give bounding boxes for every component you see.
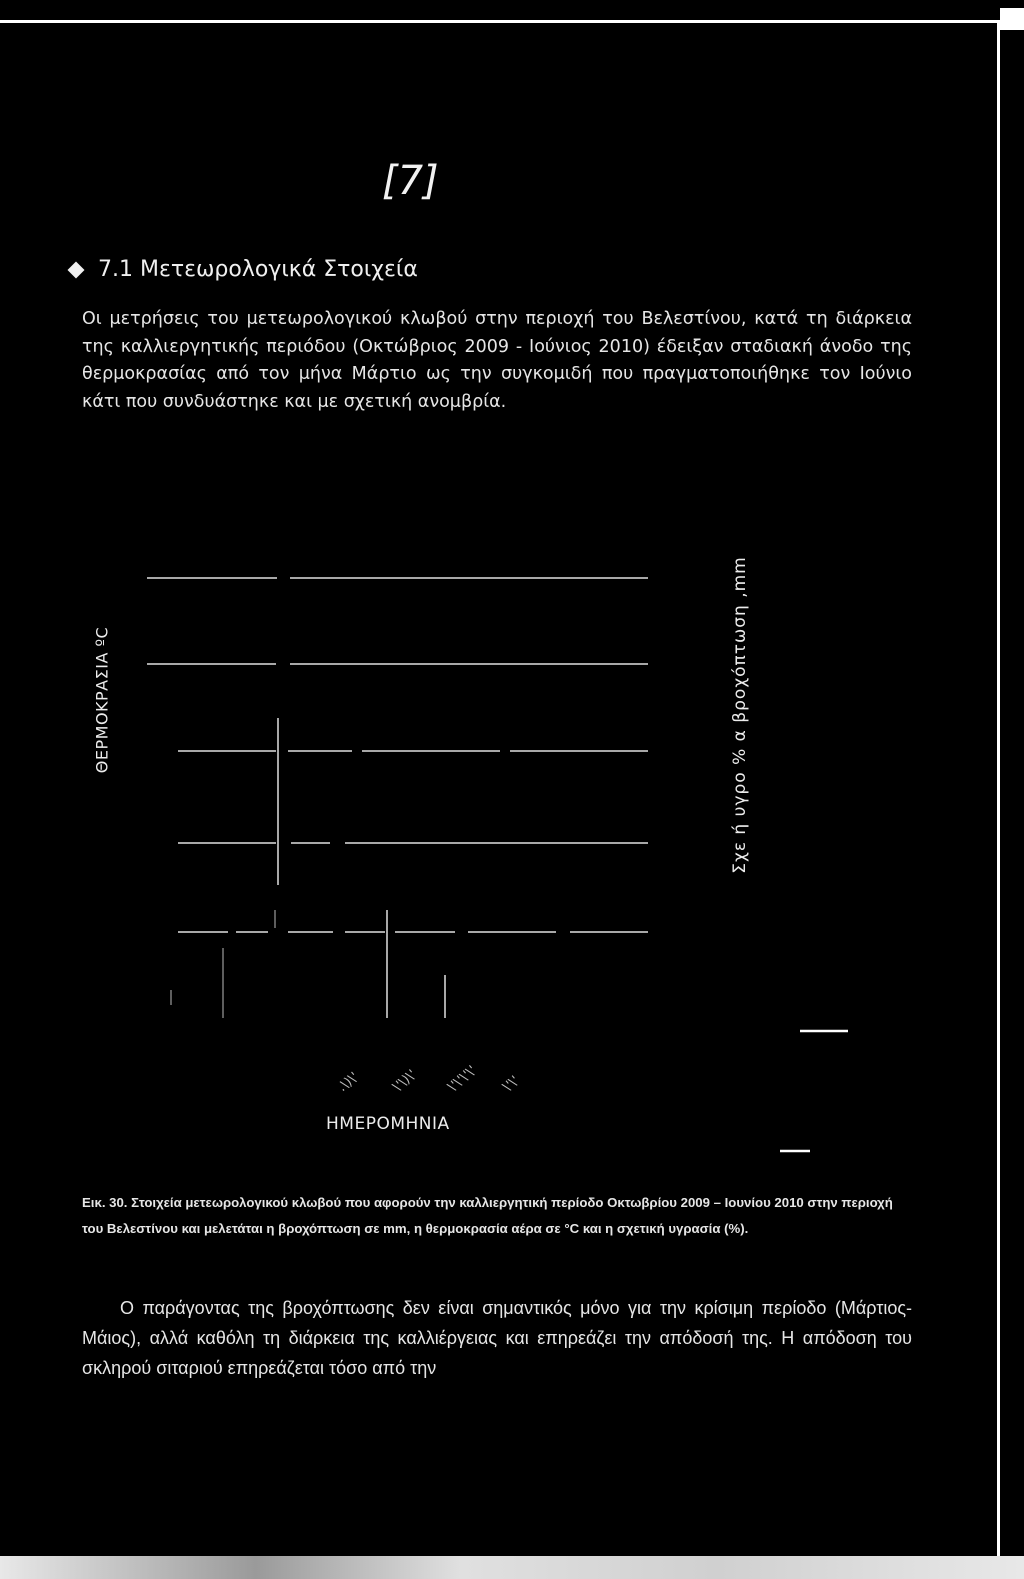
body-paragraph-text: Ο παράγοντας της βροχόπτωσης δεν είναι σημαντικός μόνο για την κρίσιμη περίοδο (Μάρτιος-Μάιος), αλλά καθόλη τη διάρκεια της καλλιέργειας και επηρεάζει την απόδοσή της. Η απόδοση του σκληρού σιταριού επηρεάζεται τόσο από την — [82, 1298, 912, 1378]
x-tick-label: .\)\' — [335, 1069, 362, 1095]
figure-caption — [82, 1190, 912, 1242]
bottom-scan-strip — [0, 1556, 1024, 1579]
y-left-axis-label: ΘΕΡΜΟΚΡΑΣΙΑ ºC — [92, 626, 112, 774]
y-right-axis-label: Σχε ή υγρο % α βροχόπτωση ,mm — [730, 556, 750, 874]
x-tick-label: \'\' — [500, 1073, 523, 1095]
body-paragraph — [82, 1293, 912, 1383]
x-tick-label: \'\'\'\' — [445, 1063, 480, 1095]
x-tick-label: \'\)\' — [390, 1067, 420, 1095]
intro-paragraph — [82, 306, 912, 416]
page-border-right — [997, 20, 1000, 1560]
x-axis-label: ΗΜΕΡΟΜΗΝΙΑ — [326, 1114, 450, 1134]
section-heading — [70, 257, 418, 282]
intro-paragraph-text: Οι μετρήσεις του μετεωρολογικού κλωβού στην περιοχή του Βελεστίνου, κατά τη διάρκεια της καλλιεργητικής περιόδου (Οκτώβριος 2009 - Ιούνιος 2010) έδειξαν σταδιακή άνοδο της θερμοκρασίας από τον μήνα Μάρτιο ως την συγκομιδή που πραγματοποιήθηκε τον Ιούνιο κάτι που συνδυάστηκε και με σχετική ανομβρία. — [82, 309, 912, 412]
diamond-bullet-icon — [68, 261, 85, 278]
page-number: [7] — [382, 158, 439, 204]
section-heading-text: 7.1 Μετεωρολογικά Στοιχεία — [98, 257, 418, 282]
page-border-top — [0, 20, 1000, 23]
figure-caption-text: Εικ. 30. Στοιχεία μετεωρολογικού κλωβού που αφορούν την καλλιεργητική περίοδο Οκτωβρίου 2009 – Ιουνίου 2010 στην περιοχή του Βελεστίνου και μελετάται η βροχόπτωση σε mm, η θερμοκρασία αέρα σε °C και η σχετική υγρασία (%). — [82, 1195, 893, 1236]
corner-mark — [1000, 8, 1024, 30]
